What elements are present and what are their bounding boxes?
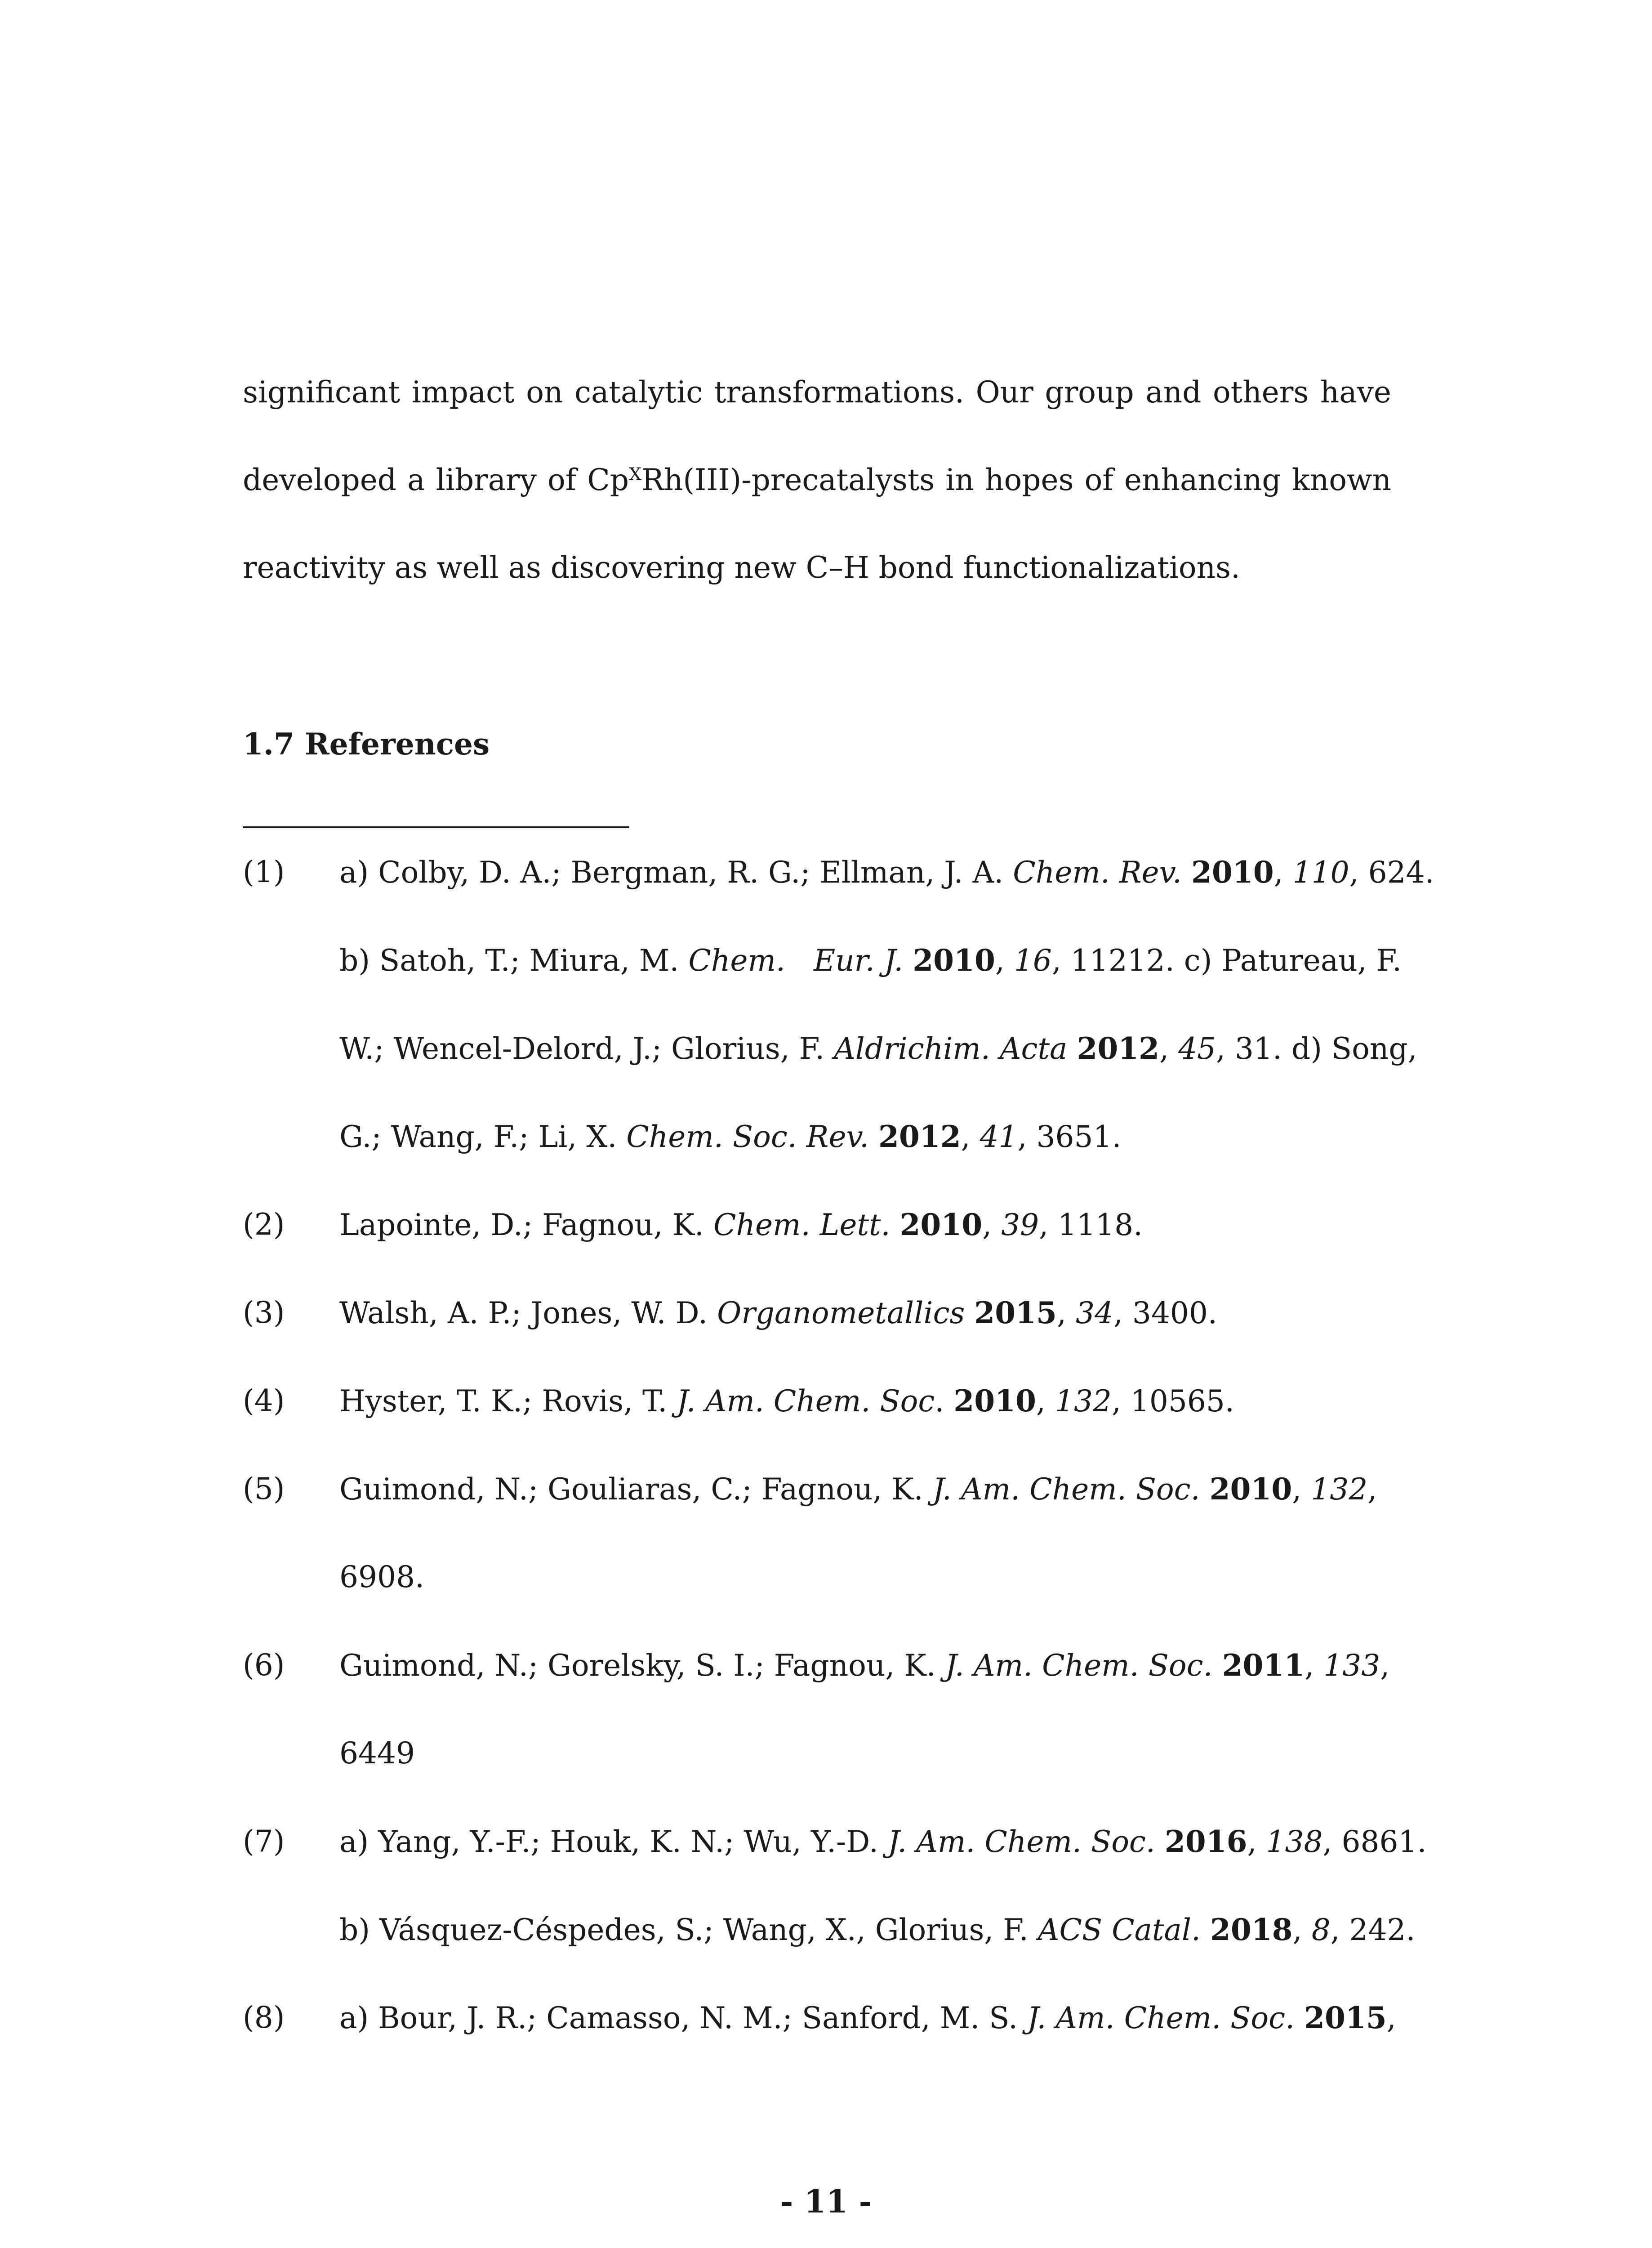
body-text-line-1: significant impact on catalytic transformations. Our group and others have — [243, 375, 1391, 410]
heading-rule — [243, 826, 629, 828]
reference-number: (3) — [243, 1295, 285, 1330]
reference-text-line: a) Yang, Y.-F.; Houk, K. N.; Wu, Y.-D. J. Am. Chem. Soc. 2016, 138, 6861. — [339, 1824, 1427, 1859]
body-text-line-2-start: developed a library of Cp — [243, 463, 629, 497]
reference-number: (2) — [243, 1207, 285, 1242]
reference-text-line: Guimond, N.; Gorelsky, S. I.; Fagnou, K. J. Am. Chem. Soc. 2011, 133, — [339, 1648, 1390, 1683]
reference-text-line: Guimond, N.; Gouliaras, C.; Fagnou, K. J. Am. Chem. Soc. 2010, 132, — [339, 1472, 1377, 1507]
reference-text-line: Hyster, T. K.; Rovis, T. J. Am. Chem. Soc. 2010, 132, 10565. — [339, 1383, 1234, 1418]
reference-number: (8) — [243, 2000, 285, 2035]
reference-number: (6) — [243, 1648, 285, 1682]
reference-text-line: a) Bour, J. R.; Camasso, N. M.; Sanford, M. S. J. Am. Chem. Soc. 2015, — [339, 2000, 1396, 2035]
reference-number: (1) — [243, 855, 285, 889]
reference-number: (4) — [243, 1383, 285, 1418]
reference-text-line: b) Vásquez-Céspedes, S.; Wang, X., Glorius, F. ACS Catal. 2018, 8, 242. — [339, 1912, 1416, 1947]
body-text-line-2-end: Rh(III)-precatalysts in hopes of enhancing known — [641, 463, 1391, 497]
reference-text-line: b) Satoh, T.; Miura, M. Chem. Eur. J. 2010, 16, 11212. c) Patureau, F. — [339, 943, 1402, 978]
reference-text-line: Walsh, A. P.; Jones, W. D. Organometallics 2015, 34, 3400. — [339, 1295, 1217, 1330]
reference-number: (7) — [243, 1824, 285, 1859]
reference-number: (5) — [243, 1472, 285, 1506]
reference-text-line: Lapointe, D.; Fagnou, K. Chem. Lett. 2010, 39, 1118. — [339, 1207, 1143, 1242]
reference-text-line: 6449 — [339, 1736, 415, 1771]
reference-text-line: W.; Wencel-Delord, J.; Glorius, F. Aldrichim. Acta 2012, 45, 31. d) Song, — [339, 1031, 1417, 1066]
reference-text-line: a) Colby, D. A.; Bergman, R. G.; Ellman, J. A. Chem. Rev. 2010, 110, 624. — [339, 855, 1434, 890]
body-text-line-3: reactivity as well as discovering new C–H bond functionalizations. — [243, 550, 1241, 585]
superscript-x: X — [629, 464, 642, 485]
page-number: - 11 - — [780, 2183, 872, 2220]
reference-text-line: 6908. — [339, 1560, 424, 1594]
section-heading: 1.7 References — [243, 727, 490, 762]
body-text-line-2 — [243, 460, 1391, 500]
reference-text-line: G.; Wang, F.; Li, X. Chem. Soc. Rev. 2012, 41, 3651. — [339, 1119, 1122, 1154]
